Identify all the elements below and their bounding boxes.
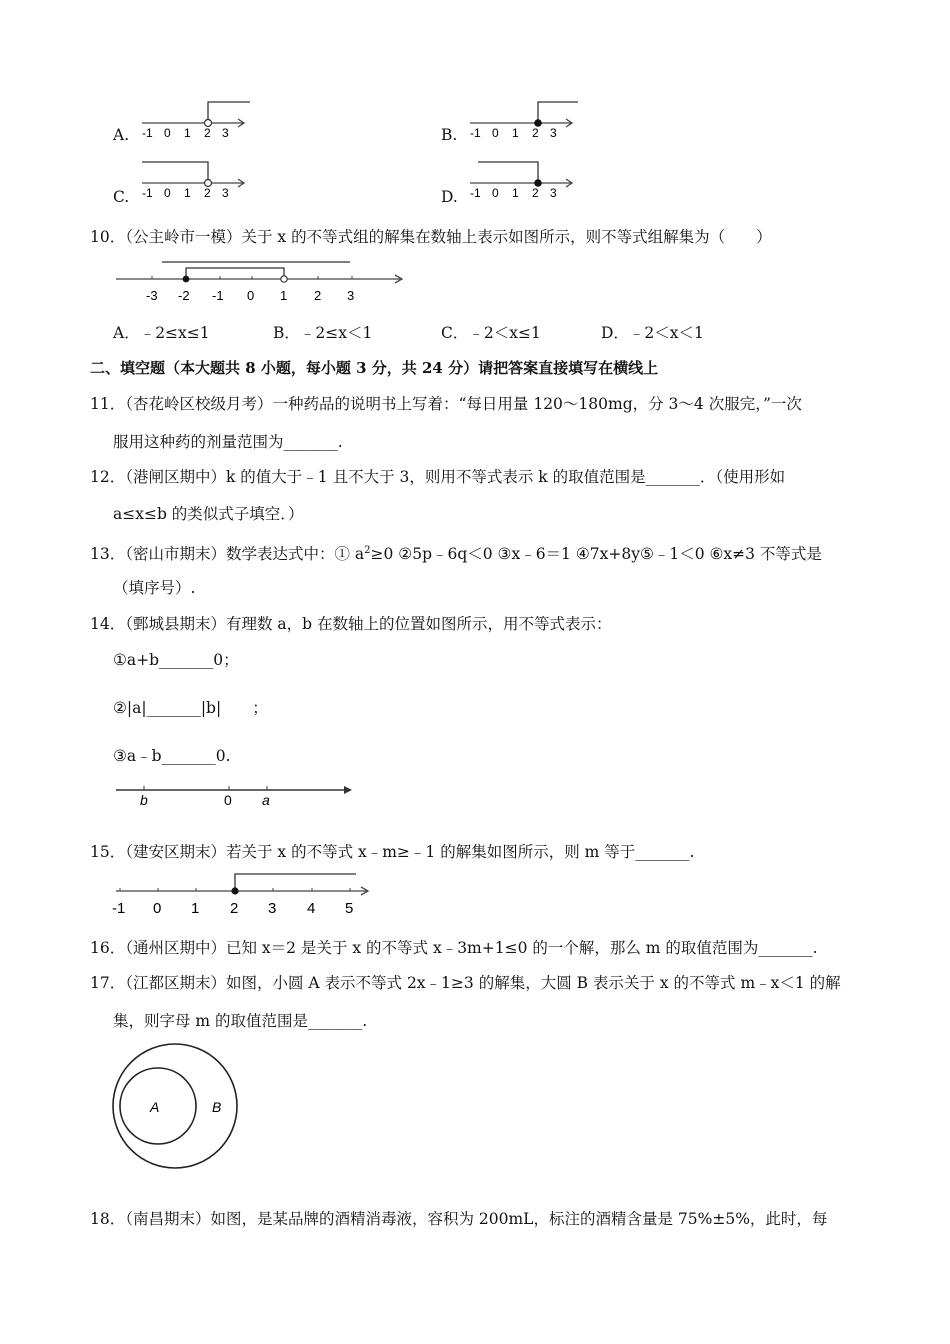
tick-label: 3 (268, 900, 277, 917)
q17-line1: 17．（江都区期末）如图，小圆 A 表示不等式 2x﹣1≥3 的解集，大圆 B 表示关于 x 的不等式 m﹣x＜1 的解 (90, 974, 841, 992)
axis-label: a (262, 792, 270, 808)
tick-label: 3 (550, 126, 557, 140)
tick-label: 2 (532, 126, 539, 140)
q10-option-d: D．﹣2＜x＜1 (601, 324, 704, 342)
q15-question: 15．（建安区期末）若关于 x 的不等式 x﹣m≥﹣1 的解集如图所示，则 m 等于_______. (90, 843, 695, 861)
q15-numberline (108, 868, 378, 918)
circle-b-label: B (212, 1099, 222, 1115)
tick-label: -1 (470, 126, 481, 140)
tick-label: 0 (492, 186, 499, 200)
q10-numberline (112, 258, 412, 306)
q12-line1: 12．（港闸区期中）k 的值大于﹣1 且不大于 3，则用不等式表示 k 的取值范围是_______．（使用形如 (90, 468, 786, 486)
circle-a-label: A (150, 1099, 160, 1115)
tick-label: 5 (345, 900, 354, 917)
tick-label: 0 (492, 126, 499, 140)
q9-option-a-label: A. (113, 126, 130, 144)
q18-line1: 18．（南昌期末）如图，是某品牌的酒精消毒液，容积为 200mL，标注的酒精含量是 75%±5%，此时，每 (90, 1210, 828, 1228)
tick-label: 2 (204, 186, 211, 200)
tick-label: -1 (142, 126, 153, 140)
tick-label: 0 (247, 288, 255, 303)
tick-label: 1 (512, 126, 519, 140)
q9-option-d-numberline (468, 158, 583, 202)
tick-label: -1 (142, 186, 153, 200)
q11-line2: 服用这种药的剂量范围为_______. (113, 433, 343, 451)
tick-label: 3 (222, 186, 229, 200)
tick-label: 3 (347, 288, 355, 303)
q14-numberline (112, 778, 352, 808)
q9-option-b-label: B. (441, 126, 458, 144)
q17-venn-diagram (108, 1040, 243, 1175)
tick-label: 0 (164, 126, 171, 140)
tick-label: 2 (532, 186, 539, 200)
tick-label: 0 (164, 186, 171, 200)
q11-line1: 11．（杏花岭区校级月考）一种药品的说明书上写着：“每日用量 120～180mg，分 3～4 次服完，”一次 (90, 395, 802, 413)
tick-label: 2 (230, 900, 239, 917)
tick-label: 1 (512, 186, 519, 200)
tick-label: 3 (550, 186, 557, 200)
q12-line2: a≤x≤b 的类似式子填空．） (113, 505, 304, 523)
tick-label: 4 (307, 900, 316, 917)
q16-question: 16．（通州区期中）已知 x＝2 是关于 x 的不等式 x﹣3m+1≤0 的一个解，那么 m 的取值范围为_______. (90, 939, 818, 957)
tick-label: -1 (112, 900, 126, 917)
q13-line1: 13．（密山市期末）数学表达式中：① $a^2\ge 0$ ②5p﹣6q＜0 ③x﹣6＝1 ④7x+8y⑤﹣1＜0 ⑥x≠3 不等式是 (90, 545, 822, 564)
q14-item-1: ①a+b_______0； (113, 651, 239, 669)
section-heading: 二、填空题（本大题共 8 小题，每小题 3 分，共 24 分）请把答案直接填写在横线上 (90, 359, 659, 377)
q10-option-c: C．﹣2＜x≤1 (441, 324, 541, 342)
q10-question: 10．（公主岭市一模）关于 x 的不等式组的解集在数轴上表示如图所示，则不等式组解集为（ ） (90, 228, 772, 246)
q9-option-c-numberline (140, 158, 255, 202)
q10-option-b: B．﹣2≤x＜1 (273, 324, 373, 342)
axis-label: b (140, 792, 148, 808)
tick-label: -1 (212, 288, 224, 303)
q10-option-a: A．﹣2≤x≤1 (113, 324, 210, 342)
axis-label: 0 (224, 792, 232, 808)
tick-label: 0 (153, 900, 162, 917)
tick-label: 1 (280, 288, 288, 303)
tick-label: 3 (222, 126, 229, 140)
q9-option-b-numberline (468, 98, 583, 142)
tick-label: -1 (470, 186, 481, 200)
q17-line2: 集，则字母 m 的取值范围是_______. (113, 1012, 368, 1030)
q14-question: 14．（鄄城县期末）有理数 a，b 在数轴上的位置如图所示，用不等式表示： (90, 615, 612, 633)
tick-label: 1 (191, 900, 200, 917)
tick-label: 2 (204, 126, 211, 140)
q9-option-c-label: C. (113, 188, 130, 206)
tick-label: -3 (146, 288, 158, 303)
q14-item-2: ②|a|_______|b| ； (113, 699, 268, 717)
q14-item-3: ③a﹣b_______0. (113, 747, 231, 765)
tick-label: -2 (178, 288, 190, 303)
tick-label: 1 (184, 126, 191, 140)
tick-label: 1 (184, 186, 191, 200)
q9-option-d-label: D. (441, 188, 458, 206)
q9-option-a-numberline (140, 98, 255, 142)
tick-label: 2 (314, 288, 322, 303)
q13-line2: （填序号）. (113, 579, 196, 597)
